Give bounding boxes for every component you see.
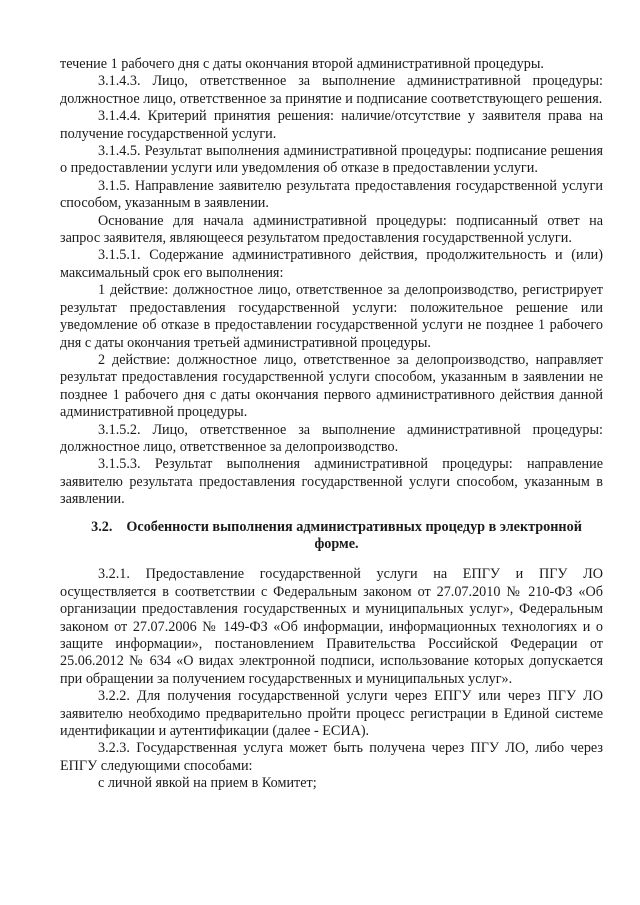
document-body <box>60 56 603 793</box>
paragraph-action-1: 1 действие: должностное лицо, ответственное за делопроизводство, регистрирует результат предоставления государственной услуги: положительное решение или уведомление об отказе в предоставлении государственной услуги не позднее 1 рабочего дня с даты окончания третьей административной процедуры. <box>60 282 603 351</box>
section-heading-number: 3.2. <box>91 518 113 535</box>
paragraph-action-2: 2 действие: должностное лицо, ответственное за делопроизводство, направляет результат предоставления государственной услуги способом, указанным в заявлении не позднее 1 рабочего дня с даты окончания первого административного действия данной административной процедуры. <box>60 351 603 421</box>
paragraph-3-1-5: 3.1.5. Направление заявителю результата предоставления государственной услуги способом, указанным в заявлении. <box>60 177 603 212</box>
paragraph-3-1-5-2: 3.1.5.2. Лицо, ответственное за выполнение административной процедуры: должностное лицо, ответственное за делопроизводство. <box>60 421 603 455</box>
paragraph-3-2-3: 3.2.3. Государственная услуга может быть получена через ПГУ ЛО, либо через ЕПГУ следующими способами: <box>60 740 603 774</box>
paragraph-3-2-2: 3.2.2. Для получения государственной услуги через ЕПГУ или через ПГУ ЛО заявителю необходимо предварительно пройти процесс регистрации в Единой системе идентификации и аутентификации (далее - ЕСИА). <box>60 688 603 740</box>
section-heading-title: Особенности выполнения административных процедур в электронной форме. <box>126 518 582 552</box>
paragraph-continuation: течение 1 рабочего дня с даты окончания второй административной процедуры. <box>60 56 544 72</box>
paragraph-3-1-4-5: 3.1.4.5. Результат выполнения административной процедуры: подписание решения о предоставлении услуги или уведомления об отказе в предоставлении услуги. <box>60 143 603 177</box>
paragraph-3-1-4-4: 3.1.4.4. Критерий принятия решения: наличие/отсутствие у заявителя права на получение государственной услуги. <box>60 108 603 142</box>
paragraph-basis: Основание для начала административной процедуры: подписанный ответ на запрос заявителя, являющееся результатом предоставления государственной услуги. <box>60 212 603 247</box>
paragraph-3-1-5-3: 3.1.5.3. Результат выполнения административной процедуры: направление заявителю результата предоставления государственной услуги способом, указанным в заявлении. <box>60 456 603 508</box>
paragraph-3-1-4-3: 3.1.4.3. Лицо, ответственное за выполнение административной процедуры: должностное лицо, ответственное за принятие и подписание соответствующего решения. <box>60 73 603 107</box>
section-heading-3-2 <box>60 519 603 554</box>
paragraph-3-1-5-1: 3.1.5.1. Содержание административного действия, продолжительность и (или) максимальный срок его выполнения: <box>60 247 603 281</box>
paragraph-personal-visit: с личной явкой на прием в Комитет; <box>98 775 317 792</box>
paragraph-3-2-1: 3.2.1. Предоставление государственной услуги на ЕПГУ и ПГУ ЛО осуществляется в соответствии с Федеральным законом от 27.07.2010 № 210-ФЗ «Об организации предоставления государственных и муниципальных услуг», Федеральным законом от 27.07.2006 № 149-ФЗ «Об информации, информационных технологиях и о защите информации», постановлением Правительства Российской Федерации от 25.06.2012 № 634 «О видах электронной подписи, использование которых допускается при обращении за получением государственных и муниципальных услуг». <box>60 566 603 687</box>
